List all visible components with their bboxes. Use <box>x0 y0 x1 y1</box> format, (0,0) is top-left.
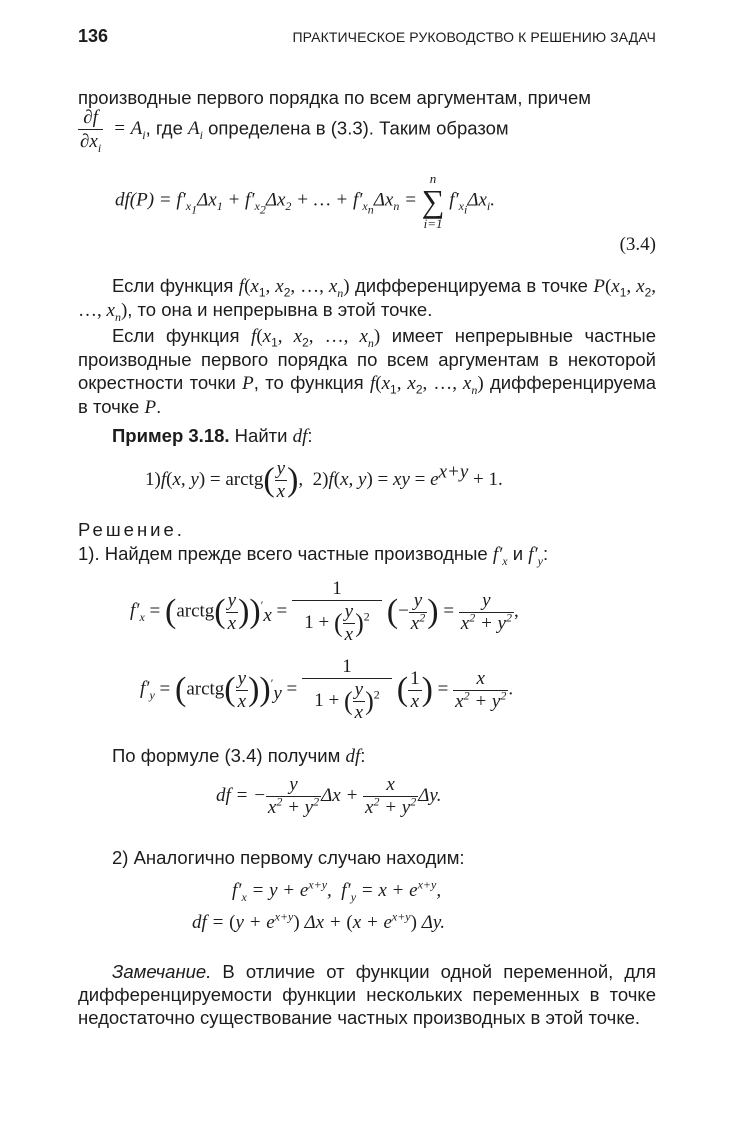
equation-partials-2: $f'_x = y + e^{x+y}$, $f'_y = x + e^{x+y}$, <box>232 877 442 904</box>
equation-fy: $f'_y$ = (arctg( $\frac{y}{x}$ ))$'_y$ = 1 1 + ( $\frac{y}{x}$ )$^2$ ( $\frac{1}{x}$ ) = $\frac{x}{x^2 + y^2}$ . <box>140 656 514 723</box>
step-1-text: 1). Найдем прежде всего частные производные $f'_x$ и $f'_y$: <box>78 543 549 568</box>
example-functions: 1)f(x, y) = arctg( $\frac{y}{x}$ ), 2)f(x, y) = xy = $e^{x+y} + 1$. <box>145 458 503 502</box>
example-heading: Пример 3.18. Найти df: <box>112 425 313 447</box>
partial-fraction: $\frac{\partial f}{\partial x_i}$ <box>80 107 102 155</box>
remark-paragraph <box>78 960 656 1029</box>
equation-df-1: df = − $\frac{y}{x^2 + y^2}$ Δx + $\frac{x}{x^2 + y^2}$ Δy. <box>216 774 442 818</box>
running-title: ПРАКТИЧЕСКОЕ РУКОВОДСТВО К РЕШЕНИЮ ЗАДАЧ <box>292 29 656 45</box>
paragraph-continuity: Если функция $f(x_1$, $x_2$, …, $x_n$) дифференцируема в точке $P(x_1$, $x_2$, …, $x_n$), то она и непрерывна в этой точке. <box>78 275 656 324</box>
equation-df-2: df = $(y + e^{x+y})$ $\Delta x + (x + e^{x+y})$ Δy. <box>192 909 445 933</box>
equation-number-3-4: (3.4) <box>619 234 656 255</box>
page-header <box>78 26 656 50</box>
remark-text: В отличие от функции одной переменной, для дифференцируемости функции нескольких переменных в точке недостаточно существование частных производных в этой точке. <box>78 961 656 1028</box>
paragraph-partial-def: $\frac{\partial f}{\partial x_i}$ = $A_i$, где $A_i$ определена в (3.3). Таким образом <box>80 107 509 155</box>
by-formula-text: По формуле (3.4) получим df: <box>112 745 366 767</box>
step-2-text: 2) Аналогично первому случаю находим: <box>112 847 465 868</box>
paragraph-differentiability: Если функция $f(x_1$, $x_2$, …, $x_n$) имеет непрерывные частные производные первого порядка по всем аргументам в некоторой окрестности точки P, то функция $f(x_1$, $x_2$, …, $x_n$) дифференцируема в точке P. <box>78 325 657 418</box>
solution-label: Решение. <box>78 519 185 540</box>
equation-fx: $f'_x$ = (arctg( $\frac{y}{x}$ ))$'_x$ = 1 1 + ( $\frac{y}{x}$ )$^2$ (− $\frac{y}{x^2}$ ) = $\frac{y}{x^2 + y^2}$ , <box>130 578 519 645</box>
remark-label: Замечание. <box>112 961 212 982</box>
intro-line: производные первого порядка по всем аргументам, причем <box>78 87 591 108</box>
example-label: Пример 3.18. <box>112 425 230 446</box>
page-number: 136 <box>78 26 109 46</box>
equation-3-4: $df(P) = f'_{x_1}\Delta x_1 + f'_{x_2}\Delta x_2$ + … + $f'_{x_n}\Delta x_n$ = n ∑ i=1 $f'_{x_i}\Delta x_i$. <box>115 171 495 231</box>
